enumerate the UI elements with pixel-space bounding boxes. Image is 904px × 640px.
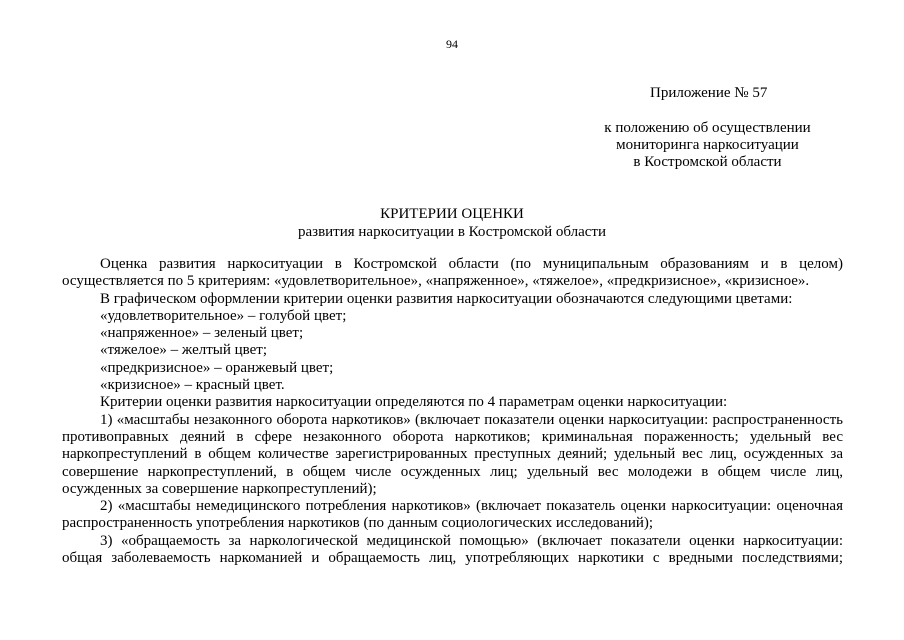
color-criterion-line: «кризисное» – красный цвет. [100, 377, 285, 394]
document-body [62, 256, 843, 567]
document-subtitle-line: развития наркоситуации в Костромской области [297, 224, 606, 240]
appendix-line: мониторинга наркоситуации [616, 137, 799, 153]
color-criterion-line: «напряженное» – зеленый цвет; [100, 325, 304, 342]
page-number: 94 [446, 37, 458, 51]
paragraph-line: осуществляется по 5 критериям: «удовлетворительное», «напряженное», «тяжелое», «предкризисное», «кризисное». [62, 273, 810, 290]
color-criterion-line: «удовлетворительное» – голубой цвет; [100, 307, 347, 324]
appendix-reference [580, 120, 835, 171]
paragraph-line: 1) «масштабы незаконного оборота наркотиков» (включает показатели оценки наркоситуации: распространенность [100, 411, 843, 428]
paragraph-line: противоправных деяний в сфере незаконного оборота наркотиков; криминальная пораженность; удельный вес [62, 428, 843, 445]
paragraph-line: 2) «масштабы немедицинского потребления наркотиков» (включает показатель оценки наркоситуации: оценочная [100, 498, 843, 515]
color-criterion-line: «тяжелое» – желтый цвет; [100, 342, 268, 359]
paragraph-line: Оценка развития наркоситуации в Костромской области (по муниципальным образованиям и в целом) [100, 256, 843, 272]
paragraph-line: наркопреступлений в общем количестве зарегистрированных преступных деяний; удельный вес лиц, осужденных за [62, 446, 843, 463]
paragraph-line: осужденных за совершение наркопреступлений); [62, 480, 377, 497]
appendix-line: к положению об осуществлении [604, 120, 811, 136]
paragraph-line: 3) «обращаемость за наркологической медицинской помощью» (включает показатели оценки наркоситуации: [100, 532, 843, 549]
document-title-line: КРИТЕРИИ ОЦЕНКИ [380, 206, 524, 222]
paragraph-line: Критерии оценки развития наркоситуации определяются по 4 параметрам оценки наркоситуации: [100, 394, 728, 411]
color-criterion-line: «предкризисное» – оранжевый цвет; [100, 359, 334, 376]
document-title [0, 205, 904, 241]
paragraph-line: совершение наркопреступлений, в общем числе осужденных лиц; удельный вес молодежи в общем числе лиц, [62, 463, 843, 480]
paragraph-line: общая заболеваемость наркоманией и обращаемость лиц, употребляющих наркотики с вредными последствиями; [62, 550, 843, 567]
paragraph-line: В графическом оформлении критерии оценки развития наркоситуации обозначаются следующими цветами: [100, 290, 793, 307]
appendix-title: Приложение № 57 [650, 85, 768, 101]
paragraph-line: распространенность употребления наркотиков (по данным социологических исследований); [62, 515, 654, 532]
appendix-line: в Костромской области [633, 154, 782, 170]
